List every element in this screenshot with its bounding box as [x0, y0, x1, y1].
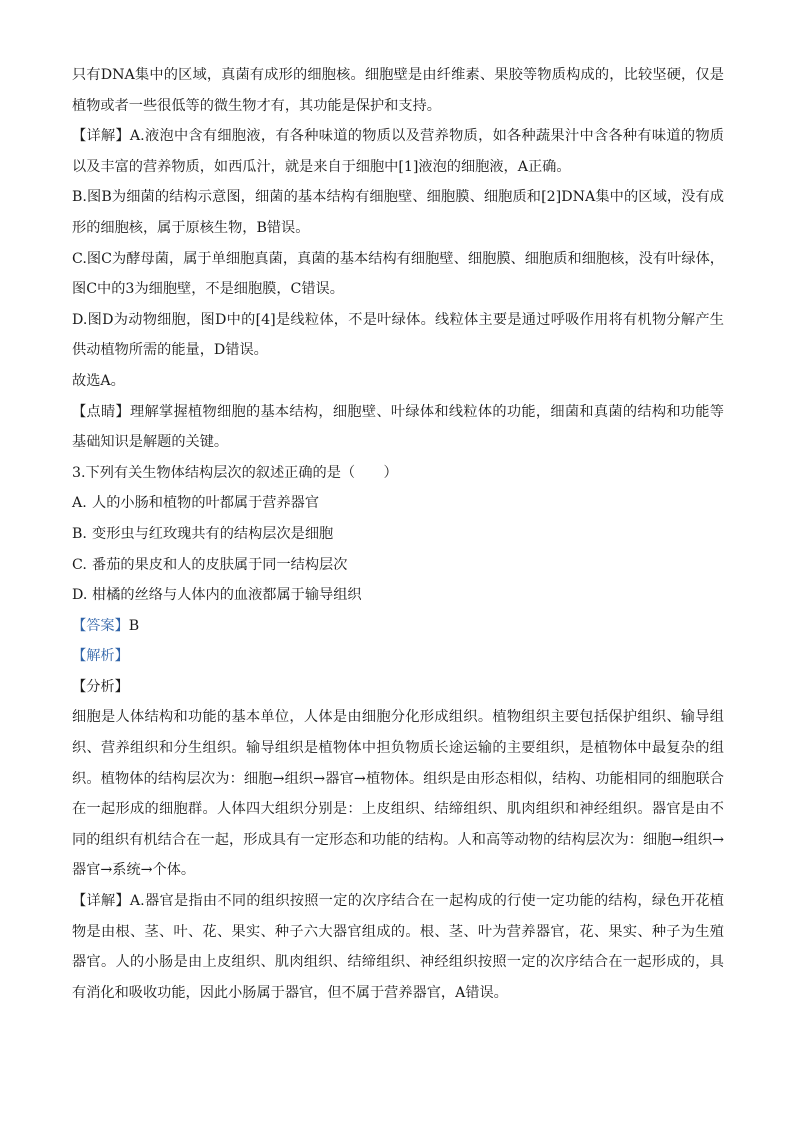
paragraph-key-point: 【点睛】理解掌握植物细胞的基本结构，细胞壁、叶绿体和线粒体的功能，细菌和真菌的结构和功能等基础知识是解题的关键。 — [72, 403, 724, 451]
analysis-sub-heading: 【分析】 — [72, 678, 129, 695]
answer-value: B — [128, 617, 140, 634]
option-b-letter: B. — [72, 525, 87, 542]
paragraph-detail-d: D.图D为动物细胞，图D中的[4]是线粒体，不是叶绿体。线粒体主要是通过呼吸作用将有机物分解产生供动植物所需的能量，D错误。 — [72, 311, 724, 359]
paragraph-detail-b: B.图B为细菌的结构示意图，细菌的基本结构有细胞壁、细胞膜、细胞质和[2]DNA集中的区域，没有成形的细胞核，属于原核生物，B错误。 — [72, 189, 724, 236]
answer-line — [72, 611, 724, 642]
answer-label: 【答案】 — [72, 617, 129, 634]
option-a-letter: A. — [72, 495, 87, 512]
analysis-label: 【解析】 — [72, 648, 129, 665]
analysis-paragraph: 细胞是人体结构和功能的基本单位，人体是由细胞分化形成组织。植物组织主要包括保护组织、输导组织、营养组织和分生组织。输导组织是植物体中担负物质长途运输的主要组织，是植物体中最复杂的组织。植物体的结构层次为：细胞→组织→器官→植物体。组织是由形态相似，结构、功能相同的细胞联合在一起形成的细胞群。人体四大组织分别是：上皮组织、结缔组织、肌肉组织和神经组织。器官是由不同的组织有机结合在一起，形成具有一定形态和功能的结构。人和高等动物的结构层次为：细胞→组织→器官→系统→个体。 — [72, 709, 724, 879]
paragraph-cell-structure-intro: 只有DNA集中的区域，真菌有成形的细胞核。细胞壁是由纤维素、果胶等物质构成的，比较坚硬，仅是植物或者一些很低等的微生物才有，其功能是保护和支持。 — [72, 67, 724, 114]
option-a — [72, 488, 724, 519]
document-page — [72, 60, 724, 1008]
option-c-text: 番茄的果皮和人的皮肤属于同一结构层次 — [92, 556, 348, 573]
question-stem: 3.下列有关生物体结构层次的叙述正确的是（ ） — [72, 464, 398, 481]
option-b — [72, 519, 724, 550]
option-a-text: 人的小肠和植物的叶都属于营养器官 — [92, 495, 320, 512]
detail-paragraph: 【详解】A.器官是指由不同的组织按照一定的次序结合在一起构成的行使一定功能的结构，绿色开花植物是由根、茎、叶、花、果实、种子六大器官组成的。根、茎、叶为营养器官，花、果实、种子为生殖器官。人的小肠是由上皮组织、肌肉组织、结缔组织、神经组织按照一定的次序结合在一起形成的，具有消化和吸收功能，因此小肠属于器官，但不属于营养器官，A错误。 — [72, 893, 724, 1001]
option-d — [72, 580, 724, 611]
option-c-letter: C. — [72, 556, 87, 573]
option-c — [72, 550, 724, 581]
option-b-text: 变形虫与红玫瑰共有的结构层次是细胞 — [92, 525, 334, 542]
option-d-letter: D. — [72, 587, 88, 604]
paragraph-detail-a: 【详解】A.液泡中含有细胞液，有各种味道的物质以及营养物质，如各种蔬果汁中含各种有味道的物质以及丰富的营养物质，如西瓜汁，就是来自于细胞中[1]液泡的细胞液，A正确。 — [72, 128, 724, 175]
option-d-text: 柑橘的丝络与人体内的血液都属于输导组织 — [92, 587, 362, 604]
analysis-heading — [72, 641, 724, 672]
paragraph-choose-answer: 故选A。 — [72, 372, 125, 389]
paragraph-detail-c: C.图C为酵母菌，属于单细胞真菌，真菌的基本结构有细胞壁、细胞膜、细胞质和细胞核，没有叶绿体，图C中的3为细胞壁，不是细胞膜，C错误。 — [72, 250, 724, 298]
